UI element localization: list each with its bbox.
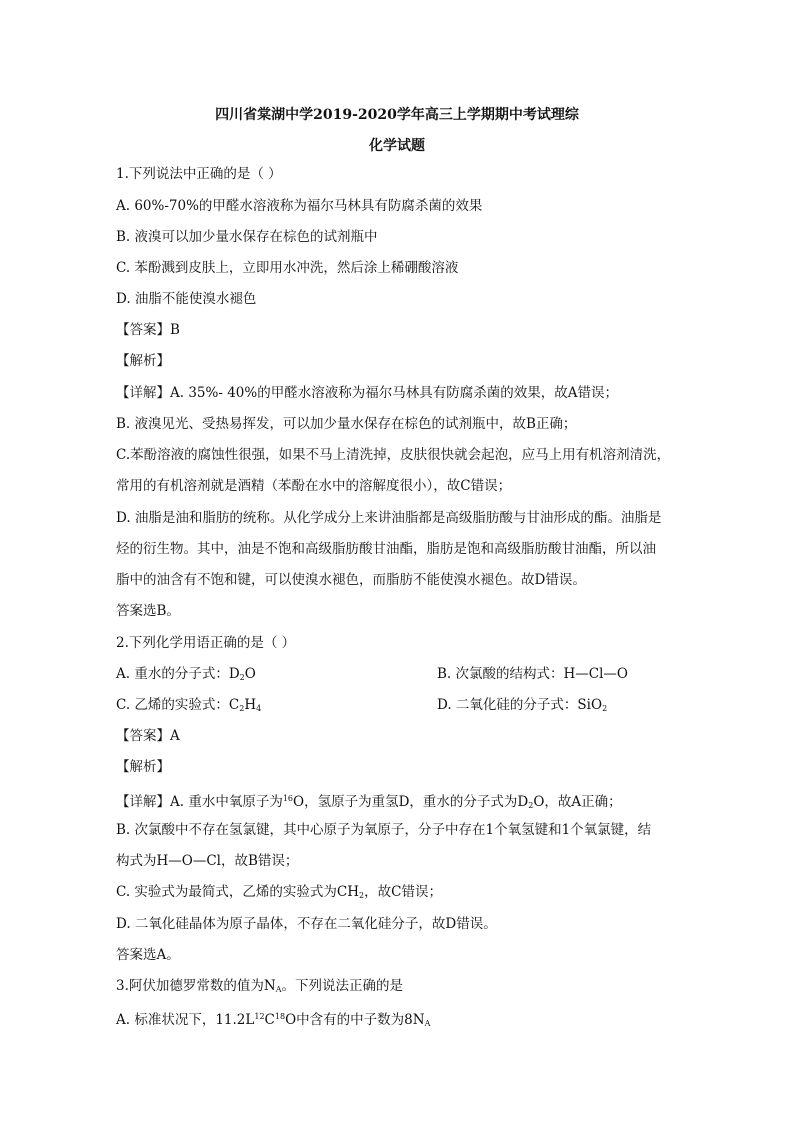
q3-option-a-superscript-1: 12 xyxy=(254,1012,265,1021)
q2-option-d-text: D. 二氧化硅的分子式：SiO xyxy=(437,697,603,713)
q2-detail-c-tail: ，故C错误； xyxy=(364,884,442,900)
q2-detail-c-text: C. 实验式为最简式，乙烯的实验式为CH xyxy=(116,884,360,900)
q3-stem-text: 3.阿伏加德罗常数的值为N xyxy=(116,978,276,994)
document-title: 四川省棠湖中学2019-2020学年高三上学期期中考试理综 xyxy=(215,107,579,123)
q2-detail-b-line2: 构式为H—O—Cl，故B错误； xyxy=(116,853,299,869)
q1-answer: 【答案】B xyxy=(116,322,180,338)
document-subtitle: 化学试题 xyxy=(369,138,425,154)
q2-detail-c-subscript: 2 xyxy=(359,891,365,900)
q1-detail-d-line1: D. 油脂是油和脂肪的统称。从化学成分上来讲油脂都是高级脂肪酸与甘油形成的酯。油脂是 xyxy=(116,510,662,526)
q2-analysis-label: 【解析】 xyxy=(116,759,170,775)
q2-option-a-text: A. 重水的分子式：D xyxy=(116,666,240,682)
q2-option-c-subscript-2: 4 xyxy=(256,704,262,713)
q2-detail-a-text: 【详解】A. 重水中氧原子为 xyxy=(116,794,283,810)
q2-detail-a-tail: O，故A正确； xyxy=(533,794,622,810)
q3-option-a-mid2: O中含有的中子数为8N xyxy=(285,1012,425,1028)
q1-detail-c-line2: 常用的有机溶剂就是酒精（苯酚在水中的溶解度很小），故C错误； xyxy=(116,478,512,494)
q2-detail-a-subscript: 2 xyxy=(528,801,534,810)
q2-option-c-text: C. 乙烯的实验式：C xyxy=(116,697,240,713)
q2-option-a xyxy=(116,665,256,687)
q2-answer: 【答案】A xyxy=(116,728,180,744)
q2-option-c-subscript-1: 2 xyxy=(239,704,245,713)
q2-option-a-subscript: 2 xyxy=(239,673,245,682)
q2-detail-d: D. 二氧化硅晶体为原子晶体，不存在二氧化硅分子，故D错误。 xyxy=(116,916,497,932)
q1-option-d: D. 油脂不能使溴水褪色 xyxy=(116,291,257,307)
q3-stem-subscript: A xyxy=(275,985,282,994)
q1-detail-c-line1: C.苯酚溶液的腐蚀性很强，如果不马上清洗掉，皮肤很快就会起泡，应马上用有机溶剂清洗， xyxy=(116,447,671,463)
q1-analysis-label: 【解析】 xyxy=(116,353,170,369)
q2-conclusion: 答案选A。 xyxy=(116,947,180,963)
q3-option-a-subscript: A xyxy=(424,1019,431,1028)
q3-option-a-text: A. 标准状况下，11.2L xyxy=(116,1012,255,1028)
q1-option-a: A. 60%-70%的甲醛水溶液称为福尔马林具有防腐杀菌的效果 xyxy=(116,198,483,214)
q2-option-d xyxy=(437,696,607,718)
q2-option-d-subscript: 2 xyxy=(602,704,608,713)
q2-option-a-tail: O xyxy=(244,666,256,682)
q2-detail-a-mid: O，氢原子为重氢D，重水的分子式为D xyxy=(293,794,529,810)
q3-option-a xyxy=(116,1008,430,1033)
q3-stem xyxy=(116,977,403,999)
q1-detail-b: B. 液溴见光、受热易挥发，可以加少量水保存在棕色的试剂瓶中，故B正确； xyxy=(116,416,577,432)
q1-option-c: C. 苯酚溅到皮肤上，立即用水冲洗，然后涂上稀硼酸溶液 xyxy=(116,260,459,276)
q2-detail-c xyxy=(116,883,442,905)
q2-detail-b-line1: B. 次氯酸中不存在氢氯键，其中心原子为氧原子，分子中存在1个氧氢键和1个氧氯键，结 xyxy=(116,822,652,838)
q3-option-a-mid: C xyxy=(264,1012,275,1028)
q2-option-b: B. 次氯酸的结构式：H—Cl—O xyxy=(437,666,628,682)
q2-detail-a xyxy=(116,790,622,815)
q1-stem: 1.下列说法中正确的是（ ） xyxy=(116,166,282,182)
q1-option-b: B. 液溴可以加少量水保存在棕色的试剂瓶中 xyxy=(116,229,378,245)
q1-conclusion: 答案选B。 xyxy=(116,603,180,619)
q2-detail-a-superscript: 16 xyxy=(282,794,294,803)
q1-detail-a: 【详解】A. 35%- 40%的甲醛水溶液称为福尔马林具有防腐杀菌的效果，故A错误； xyxy=(116,385,618,401)
q2-option-c xyxy=(116,696,261,718)
q1-detail-d-line3: 脂中的油含有不饱和键，可以使溴水褪色，而脂肪不能使溴水褪色。故D错误。 xyxy=(116,572,586,588)
q2-stem: 2.下列化学用语正确的是（ ） xyxy=(116,635,296,651)
q1-detail-d-line2: 烃的衍生物。其中，油是不饱和高级脂肪酸甘油酯，脂肪是饱和高级脂肪酸甘油酯，所以油 xyxy=(116,541,656,557)
q2-option-c-mid: H xyxy=(244,697,257,713)
q3-option-a-superscript-2: 18 xyxy=(274,1012,286,1021)
q3-stem-tail: 。下列说法正确的是 xyxy=(281,978,403,994)
